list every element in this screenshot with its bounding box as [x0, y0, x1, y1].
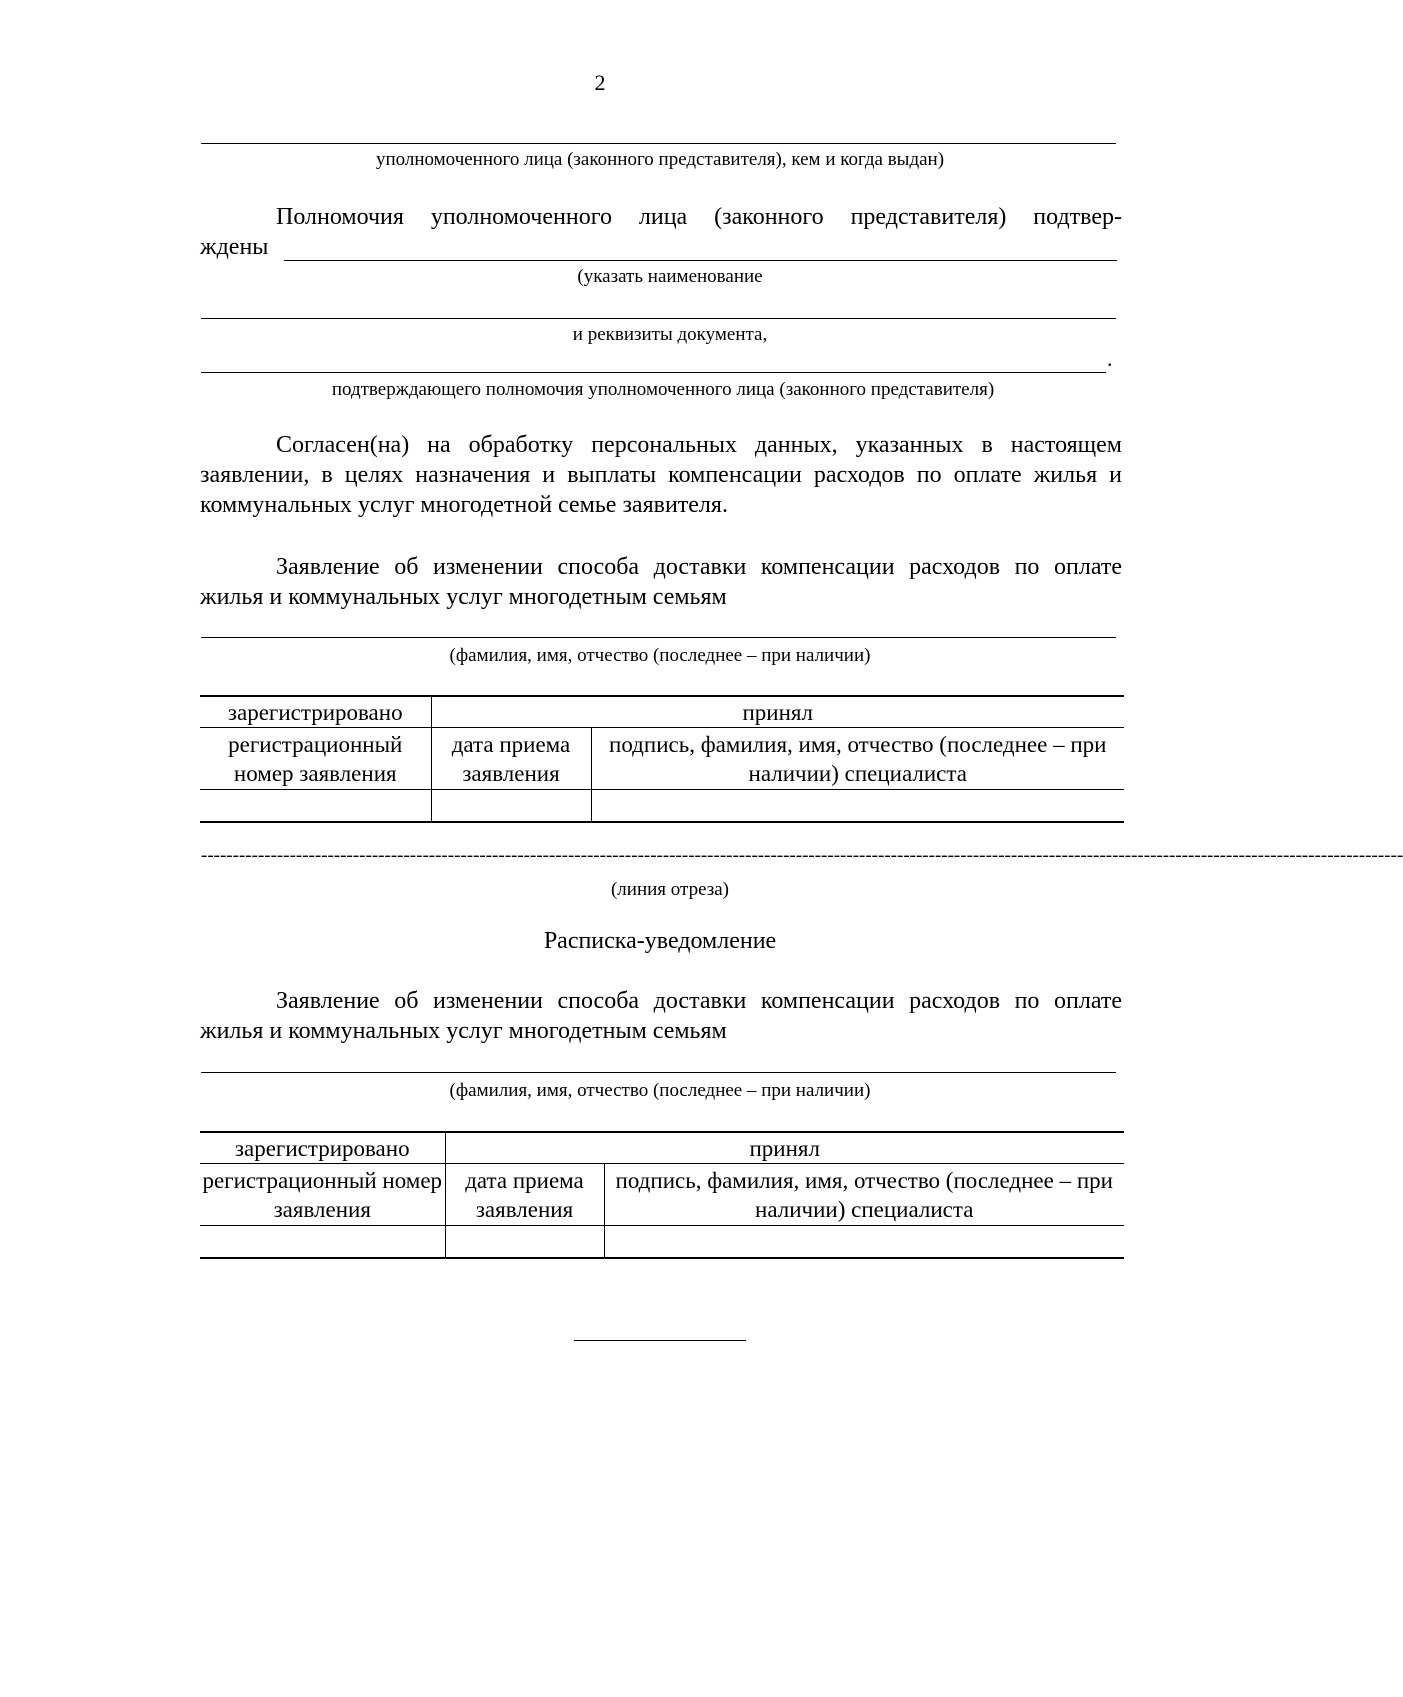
registration-table-2	[200, 1131, 1124, 1259]
fill-line-doc-name[interactable]	[201, 318, 1116, 319]
application-paragraph-1: Заявление об изменении способа доставки компенсации расходов по оплате жилья и коммунальных услуг многодетным семьям	[200, 554, 1122, 610]
caption-issued: уполномоченного лица (законного представителя), кем и когда выдан)	[375, 149, 945, 170]
receipt-title: Расписка-уведомление	[543, 928, 777, 954]
period-mark: .	[1107, 346, 1113, 371]
accepted-header: принял	[445, 1132, 1124, 1164]
page-number: 2	[594, 70, 606, 95]
accept-date-cell[interactable]	[445, 1226, 604, 1259]
signature-header: подпись, фамилия, имя, отчество (последнее – при наличии) специалиста	[604, 1164, 1124, 1226]
caption-doc-details: и реквизиты документа,	[572, 324, 768, 345]
cut-line-caption: (линия отреза)	[610, 879, 730, 900]
powers-paragraph	[200, 202, 1122, 232]
signature-header: подпись, фамилия, имя, отчество (последнее – при наличии) специалиста	[591, 728, 1124, 790]
application-paragraph-2: Заявление об изменении способа доставки компенсации расходов по оплате жилья и коммунальных услуг многодетным семьям	[200, 988, 1122, 1044]
caption-fio-2: (фамилия, имя, отчество (последнее – при наличии)	[449, 1080, 871, 1101]
caption-doc-confirm: подтверждающего полномочия уполномоченного лица (законного представителя)	[331, 379, 995, 400]
fill-line-fio-1[interactable]	[201, 637, 1116, 638]
reg-number-header: регистрационный номер заявления	[200, 1164, 445, 1226]
accept-date-header: дата приема заявления	[431, 728, 591, 790]
accepted-header: принял	[431, 696, 1124, 728]
powers-text-end: ждены	[200, 234, 269, 260]
cut-line: ----------------------------------------------------------------------------------------------------------------------------------------------------------------------------------------------	[201, 845, 1403, 866]
accept-date-header: дата приема заявления	[445, 1164, 604, 1226]
signature-cell[interactable]	[591, 790, 1124, 823]
fill-line-doc-details[interactable]	[201, 372, 1106, 373]
registration-table-1	[200, 695, 1124, 823]
registered-header: зарегистрировано	[200, 1132, 445, 1164]
reg-number-cell[interactable]	[200, 1226, 445, 1259]
fill-line-issued[interactable]	[201, 143, 1116, 144]
fill-line-powers[interactable]	[284, 260, 1117, 261]
signature-cell[interactable]	[604, 1226, 1124, 1259]
end-of-document-line	[574, 1340, 746, 1341]
caption-fio-1: (фамилия, имя, отчество (последнее – при наличии)	[449, 645, 871, 666]
powers-text: Полномочия уполномоченного лица (законного представителя) подтвер-	[276, 204, 1122, 230]
reg-number-cell[interactable]	[200, 790, 431, 823]
caption-doc-name: (указать наименование	[577, 266, 763, 287]
fill-line-fio-2[interactable]	[201, 1072, 1116, 1073]
accept-date-cell[interactable]	[431, 790, 591, 823]
reg-number-header: регистрационный номер заявления	[200, 728, 431, 790]
registered-header: зарегистрировано	[200, 696, 431, 728]
consent-paragraph: Согласен(на) на обработку персональных данных, указанных в настоящем заявлении, в целях назначения и выплаты компенсации расходов по оплате жилья и коммунальных услуг многодетной семье заявителя.	[200, 432, 1122, 518]
